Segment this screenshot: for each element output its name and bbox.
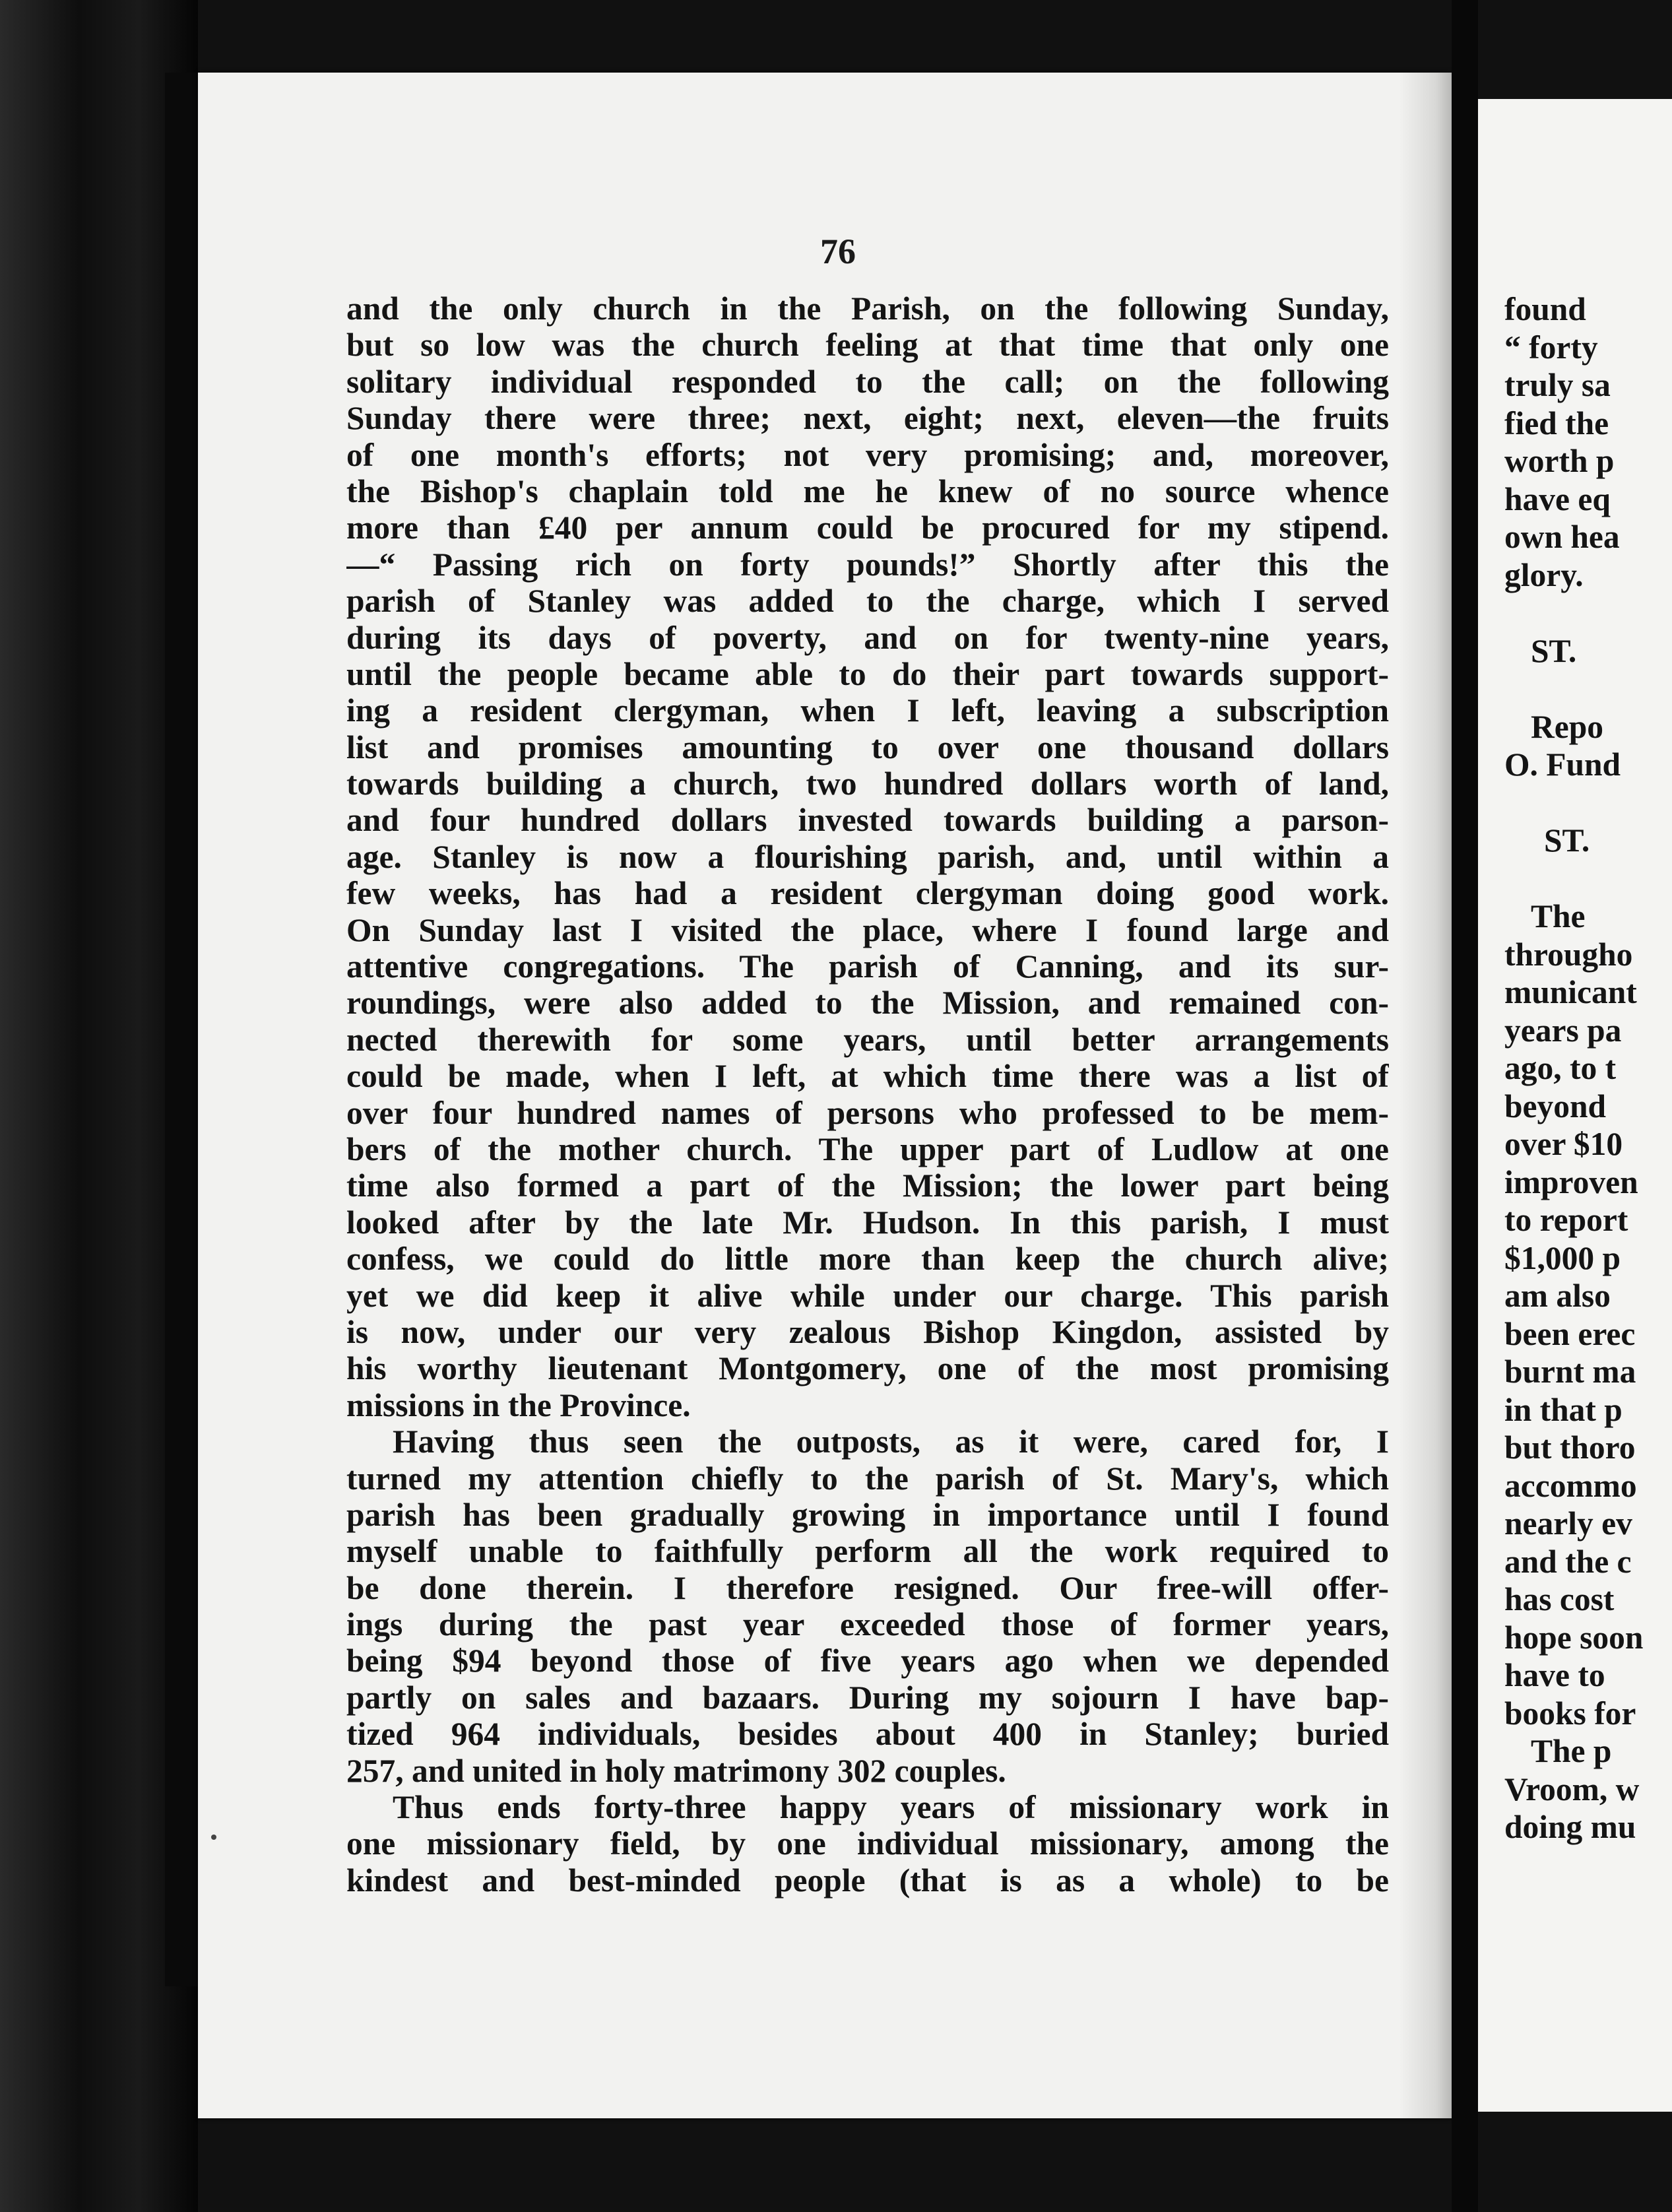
page-body-text: [346, 290, 1389, 1899]
text-line: The p: [1531, 1733, 1612, 1769]
text-line: fied the: [1504, 405, 1609, 441]
text-line: found: [1504, 291, 1586, 327]
text-line: througho: [1504, 936, 1633, 973]
page-divider: [1452, 0, 1478, 2212]
text-line: has cost: [1504, 1581, 1615, 1617]
text-line: worth p: [1504, 443, 1615, 479]
text-line: few weeks, has had a resident clergyman doing good work.: [346, 875, 1389, 912]
spacer-line: [1504, 784, 1643, 822]
text-line: age. Stanley is now a flourishing parish, and, until within a: [346, 838, 1389, 875]
text-line: burnt ma: [1504, 1353, 1636, 1390]
text-line: hope soon: [1504, 1619, 1644, 1656]
text-line: and four hundred dollars invested towards building a parson-: [346, 802, 1389, 839]
text-line: parish has been gradually growing in importance until I found: [346, 1496, 1389, 1533]
text-line: municant: [1504, 974, 1637, 1010]
text-line: parish of Stanley was added to the charge, which I served: [346, 583, 1389, 620]
text-line: is now, under our very zealous Bishop Kingdon, assisted by: [346, 1313, 1389, 1350]
text-line: kindest and best-minded people (that is as a whole) to be: [346, 1862, 1389, 1899]
text-line: glory.: [1504, 556, 1584, 593]
text-line: Having thus seen the outposts, as it were, cared for, I: [393, 1423, 1389, 1460]
text-line: accommo: [1504, 1467, 1637, 1504]
text-line: ago, to t: [1504, 1050, 1617, 1086]
text-line: turned my attention chiefly to the parish of St. Mary's, which: [346, 1460, 1389, 1497]
text-line: improven: [1504, 1163, 1638, 1200]
text-line: books for: [1504, 1695, 1636, 1732]
text-line: ings during the past year exceeded those of former years,: [346, 1606, 1389, 1643]
text-line: tized 964 individuals, besides about 400 in Stanley; buried: [346, 1716, 1389, 1753]
text-line: nected therewith for some years, until better arrangements: [346, 1021, 1389, 1058]
spacer-line: [1504, 670, 1643, 708]
text-line: yet we did keep it alive while under our charge. This parish: [346, 1277, 1389, 1314]
text-line: attentive congregations. The parish of Canning, and its sur-: [346, 948, 1389, 985]
section-heading: ST.: [1544, 822, 1590, 859]
text-line: am also: [1504, 1278, 1611, 1314]
text-line: Vroom, w: [1504, 1771, 1640, 1807]
text-line: his worthy lieutenant Montgomery, one of the most promising: [346, 1350, 1389, 1387]
spacer-line: [1504, 594, 1643, 632]
text-line: “ forty: [1504, 329, 1598, 366]
text-line: the Bishop's chaplain told me he knew of no source whence: [346, 472, 1389, 509]
text-line: own hea: [1504, 519, 1620, 555]
text-line: bers of the mother church. The upper part of Ludlow at one: [346, 1130, 1389, 1167]
text-line: but thoro: [1504, 1429, 1636, 1466]
text-line: of one month's efforts; not very promising; and, moreover,: [346, 436, 1389, 473]
text-line: be done therein. I therefore resigned. Our free-will offer-: [346, 1569, 1389, 1606]
text-line: Repo: [1531, 708, 1603, 745]
right-page-fragment: [1478, 99, 1672, 2112]
text-line: towards building a church, two hundred dollars worth of land,: [346, 765, 1389, 802]
text-line: years pa: [1504, 1012, 1622, 1049]
text-line: have eq: [1504, 480, 1611, 517]
ink-speck: [211, 1835, 216, 1840]
text-line: $1,000 p: [1504, 1239, 1621, 1276]
right-page-text: [1504, 290, 1643, 1846]
text-line: and the c: [1504, 1543, 1632, 1580]
text-line: until the people became able to do their part towards support-: [346, 655, 1389, 692]
text-line: The: [1531, 898, 1586, 934]
text-line: been erec: [1504, 1315, 1636, 1352]
text-line: more than £40 per annum could be procured for my stipend.: [346, 509, 1389, 546]
page-number: 76: [820, 232, 856, 271]
page-gutter-shadow: [1399, 73, 1452, 2118]
text-line: during its days of poverty, and on for twenty-nine years,: [346, 619, 1389, 656]
text-line: and the only church in the Parish, on the following Sunday,: [346, 290, 1389, 327]
text-line: beyond: [1504, 1088, 1607, 1124]
text-line: solitary individual responded to the call; on the following: [346, 363, 1389, 400]
text-line: could be made, when I left, at which time there was a list of: [346, 1058, 1389, 1095]
text-line: confess, we could do little more than keep the church alive;: [346, 1241, 1389, 1278]
text-line: partly on sales and bazaars. During my sojourn I have bap-: [346, 1679, 1389, 1716]
text-line: to report: [1504, 1202, 1628, 1238]
text-line: roundings, were also added to the Mission, and remained con-: [346, 985, 1389, 1022]
text-line: list and promises amounting to over one thousand dollars: [346, 729, 1389, 765]
text-line: missions in the Province.: [346, 1386, 691, 1423]
text-line: over four hundred names of persons who professed to be mem-: [346, 1094, 1389, 1131]
text-line: truly sa: [1504, 367, 1611, 403]
text-line: Sunday there were three; next, eight; next, eleven—the fruits: [346, 400, 1389, 437]
text-line: looked after by the late Mr. Hudson. In this parish, I must: [346, 1204, 1389, 1241]
text-line: time also formed a part of the Mission; the lower part being: [346, 1167, 1389, 1204]
text-line: 257, and united in holy matrimony 302 couples.: [346, 1752, 1006, 1789]
text-line: have to: [1504, 1657, 1605, 1693]
section-heading: ST.: [1531, 632, 1577, 669]
text-line: doing mu: [1504, 1809, 1636, 1845]
spacer-line: [1504, 860, 1643, 898]
text-line: Thus ends forty-three happy years of missionary work in: [393, 1789, 1389, 1826]
binding-shadow: [165, 73, 198, 1986]
text-line: —“ Passing rich on forty pounds!” Shortly after this the: [346, 546, 1389, 583]
text-line: in that p: [1504, 1391, 1623, 1428]
text-line: ing a resident clergyman, when I left, leaving a subscription: [346, 692, 1389, 729]
text-line: over $10: [1504, 1126, 1623, 1162]
text-line: being $94 beyond those of five years ago when we depended: [346, 1643, 1389, 1679]
text-line: one missionary field, by one individual missionary, among the: [346, 1825, 1389, 1862]
text-line: but so low was the church feeling at that time that only one: [346, 327, 1389, 364]
text-line: nearly ev: [1504, 1505, 1632, 1542]
left-page: [198, 73, 1452, 2118]
text-line: O. Fund: [1504, 746, 1621, 783]
text-line: On Sunday last I visited the place, where I found large and: [346, 911, 1389, 948]
text-line: myself unable to faithfully perform all the work required to: [346, 1533, 1389, 1570]
